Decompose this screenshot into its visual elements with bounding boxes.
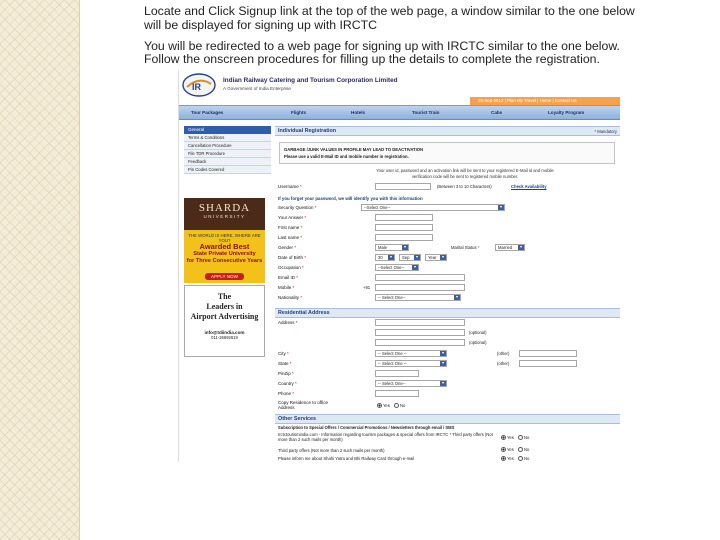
service-2-no-label: No	[524, 447, 530, 452]
last-name-label: Last name *	[278, 235, 303, 240]
copy-address-label	[278, 400, 328, 410]
nationality-select[interactable]	[375, 294, 461, 301]
marital-status-label: Marital Status *	[451, 245, 480, 250]
nationality-value: -- Select One--	[378, 295, 406, 300]
apply-now-button[interactable]: APPLY NOW	[205, 273, 244, 280]
username-input[interactable]	[375, 183, 431, 190]
phone-label: Phone *	[278, 391, 295, 396]
copy-address-yes-label: Yes	[383, 403, 390, 408]
email-input[interactable]	[375, 274, 465, 281]
phone-input[interactable]	[375, 390, 419, 397]
username-hint: (Between 3 to 10 Characters)	[437, 184, 492, 189]
occupation-label: Occupation *	[278, 265, 304, 270]
section-individual-registration	[275, 126, 620, 136]
email-label: Email ID *	[278, 275, 299, 280]
menu-item-feedback[interactable]: Feedback	[184, 158, 271, 166]
menu-item-pin-codes[interactable]: Pin Codes Covered	[184, 166, 271, 174]
address-line-1-input[interactable]	[375, 319, 465, 326]
mobile-input[interactable]	[375, 284, 465, 291]
service-2-yes-label: Yes	[507, 447, 514, 452]
left-menu	[184, 126, 271, 174]
sharda-tagline: THE WORLD IS HERE, WHERE ARE YOU?	[188, 233, 261, 243]
gender-label: Gender *	[278, 245, 297, 250]
service-row-3-radios	[501, 456, 529, 461]
svg-text:IR: IR	[192, 82, 201, 92]
city-select[interactable]	[375, 350, 447, 357]
nationality-text: Nationality	[278, 295, 300, 300]
chevron-down-icon: ▼	[389, 255, 393, 259]
username-label-text: Username	[278, 184, 299, 189]
country-value: -- Select One--	[378, 381, 406, 386]
org-name: Indian Railway Catering and Tourism Corporation Limited	[223, 77, 398, 84]
org-subtitle: A Government of India Enterprise	[223, 86, 291, 91]
copy-address-text: Copy Residence to office	[278, 400, 328, 405]
nav-hotels[interactable]: Hotels	[351, 110, 366, 115]
occupation-value: --Select One--	[378, 265, 405, 270]
chevron-down-icon: ▼	[413, 265, 417, 269]
security-question-value: --Select One--	[364, 205, 391, 210]
instruction-line-4: Follow the onscreen procedures for filling up the details to complete the registration.	[144, 52, 600, 66]
tdi-phone: 011-26692619	[211, 335, 238, 340]
city-other-input[interactable]	[519, 350, 577, 357]
chevron-down-icon: ▼	[441, 255, 445, 259]
service-2-yes-radio[interactable]	[501, 447, 506, 452]
sharda-award-line2: State Private University	[193, 251, 256, 257]
pincode-input[interactable]	[375, 370, 419, 377]
instruction-line-2: will be displayed for signing up with IRCTC	[144, 18, 378, 32]
pincode-label: PinZip *	[278, 371, 294, 376]
first-name-input[interactable]	[375, 224, 433, 231]
section-residential-address	[275, 308, 620, 318]
dob-day-value: 30	[378, 255, 383, 260]
service-row-3-text: Please inform me about Shahi Yatra and Bhi Railway Card through e-mail	[278, 456, 415, 461]
pincode-text: PinZip	[278, 371, 291, 376]
gender-value: Male	[378, 245, 388, 250]
your-answer-label: Your Answer *	[278, 215, 307, 220]
section-residential-title: Residential Address	[278, 310, 330, 316]
section-other-title: Other Services	[278, 416, 317, 422]
country-text: Country	[278, 381, 294, 386]
your-answer-text: Your Answer	[278, 215, 304, 220]
address-text: Address	[278, 320, 295, 325]
nav-loyalty-program[interactable]: Loyalty Program	[548, 110, 585, 115]
last-name-input[interactable]	[375, 234, 433, 241]
service-3-no-radio[interactable]	[518, 456, 523, 461]
address-line-2-input[interactable]	[375, 329, 465, 336]
subscribe-note: Subscription to Special Offers / Commercial Promotions / Newsletters through email / SMS	[278, 425, 455, 430]
copy-address-no-radio[interactable]	[394, 403, 399, 408]
country-select[interactable]	[375, 380, 447, 387]
check-availability-link[interactable]: Check Availability	[511, 184, 547, 189]
state-value: -- Select One --	[378, 361, 407, 366]
address-line-2-optional: (optional)	[469, 330, 487, 335]
service-3-no-label: No	[524, 456, 530, 461]
section-other-services	[275, 414, 620, 424]
menu-head-general: General	[184, 126, 271, 134]
service-2-no-radio[interactable]	[518, 447, 523, 452]
first-name-text: First name	[278, 225, 300, 230]
mobile-prefix: +91	[363, 285, 371, 290]
occupation-select[interactable]	[375, 264, 419, 271]
dob-month-select[interactable]	[399, 254, 421, 261]
security-question-select[interactable]	[361, 204, 505, 211]
city-label: City *	[278, 351, 289, 356]
service-row-1-text: Irctctourismindia.com - Information regarding tourism packages & special offers from IRCTC * Third party offers (Not more than 2 such mails per month)	[278, 432, 493, 442]
nav-tour-packages[interactable]: Tour Packages	[191, 110, 224, 115]
chevron-down-icon: ▼	[441, 351, 445, 355]
gender-text: Gender	[278, 245, 294, 250]
tdi-email: info@tdiindia.com	[204, 330, 245, 335]
sharda-university-ad[interactable]	[184, 198, 265, 283]
verify-line-2: verification code will be sent to registered mobile number.	[411, 174, 519, 179]
city-text: City	[278, 351, 286, 356]
state-select[interactable]	[375, 360, 447, 367]
marital-status-select[interactable]	[495, 244, 525, 251]
nav-cabs[interactable]: Cabs	[491, 110, 503, 115]
menu-item-cancellation[interactable]: Cancellation Procedure	[184, 142, 271, 150]
your-answer-input[interactable]	[375, 214, 433, 221]
dob-year-value: Year	[428, 255, 437, 260]
address-line-3-optional: (optional)	[469, 340, 487, 345]
chevron-down-icon: ▼	[403, 245, 407, 249]
sharda-logo: SHARDA	[198, 202, 251, 214]
email-text: Email ID	[278, 275, 296, 280]
notice-line-1: GARBAGE /JUNK VALUES IN PROFILE MAY LEAD TO DEACTIVATION	[284, 147, 424, 152]
tdi-line1: The	[217, 292, 232, 301]
state-other-label: (other)	[497, 361, 510, 366]
state-text: State	[278, 361, 289, 366]
mandatory-note: * Mandatory	[594, 129, 617, 134]
address-label: Address *	[278, 320, 298, 325]
top-links-bar[interactable]: 25-Sep-2012 | Plan My Travel | Home | Contact Us	[470, 97, 620, 105]
service-1-no-radio[interactable]	[518, 435, 523, 440]
address-line-3-input[interactable]	[375, 339, 465, 346]
copy-address-radio-group	[377, 403, 405, 408]
service-3-yes-label: Yes	[507, 456, 514, 461]
service-1-yes-label: Yes	[507, 435, 514, 440]
chevron-down-icon: ▼	[415, 255, 419, 259]
verify-line-1: Your user id, password and an activation link will be sent to your registered E-Mail id and mobile	[376, 168, 554, 173]
occupation-text: Occupation	[278, 265, 301, 270]
sharda-award-line3: for Three Consecutive Years	[186, 258, 263, 264]
section-title: Individual Registration	[278, 128, 337, 134]
dob-month-value: Sep	[402, 255, 410, 260]
service-1-no-label: No	[524, 435, 530, 440]
dob-label: Date of Birth *	[278, 255, 307, 260]
gender-select[interactable]	[375, 244, 409, 251]
chevron-down-icon: ▼	[441, 361, 445, 365]
state-other-input[interactable]	[519, 360, 577, 367]
service-1-yes-radio[interactable]	[501, 435, 506, 440]
dob-year-select[interactable]	[425, 254, 447, 261]
tdi-line2: Leaders in	[206, 302, 243, 311]
chevron-down-icon: ▼	[519, 245, 523, 249]
marital-status-text: Marital Status	[451, 245, 477, 250]
tdi-line3: Airport Advertising	[190, 312, 259, 321]
menu-item-terms[interactable]: Terms & Conditions	[184, 134, 271, 142]
sharda-award-line1: Awarded Best	[199, 242, 250, 251]
forgot-password-note: If you forget your password, we will identify you with this information	[278, 196, 423, 201]
copy-address-no-label: No	[400, 403, 406, 408]
service-row-2-radios	[501, 447, 529, 452]
mobile-text: Mobile	[278, 285, 292, 290]
notice-box	[279, 142, 615, 164]
dob-text: Date of Birth	[278, 255, 304, 260]
sharda-university-label: UNIVERSITY	[203, 214, 246, 219]
service-row-1-radios	[501, 435, 529, 440]
nationality-label: Nationality *	[278, 295, 303, 300]
irctc-signup-screenshot	[178, 70, 620, 462]
security-question-label: Security Question *	[278, 205, 317, 210]
first-name-label: First name *	[278, 225, 303, 230]
state-label: State *	[278, 361, 292, 366]
irctc-header	[179, 70, 620, 100]
service-3-yes-radio[interactable]	[501, 456, 506, 461]
phone-text: Phone	[278, 391, 292, 396]
tdi-airport-ad[interactable]	[184, 285, 265, 357]
dob-day-select[interactable]	[375, 254, 395, 261]
username-label: Username *	[278, 184, 302, 189]
chevron-down-icon: ▼	[455, 295, 459, 299]
notice-line-2: Please use a valid E-Mail ID and mobile number in registration.	[284, 154, 409, 159]
marital-status-value: Married	[498, 245, 513, 250]
mobile-label: Mobile *	[278, 285, 295, 290]
main-nav	[179, 105, 620, 120]
irctc-logo-icon	[181, 72, 217, 98]
verification-note	[315, 168, 615, 180]
city-value: -- Select One --	[378, 351, 407, 356]
instruction-line-1: Locate and Click Signup link at the top of the web page, a window similar to the one below	[144, 4, 635, 18]
copy-address-yes-radio[interactable]	[377, 403, 382, 408]
last-name-text: Last name	[278, 235, 300, 240]
menu-item-file-tdr[interactable]: File TDR Procedure	[184, 150, 271, 158]
registration-form	[275, 126, 620, 462]
city-other-label: (other)	[497, 351, 510, 356]
service-row-2-text: Third party offers (Not more than 2 such mails per month)	[278, 448, 385, 453]
instruction-line-3: You will be redirected to a web page for signing up with IRCTC similar to the one below.	[144, 39, 620, 53]
decorative-side-strip	[0, 0, 80, 540]
country-label: Country *	[278, 381, 297, 386]
nav-tourist-train[interactable]: Tourist Train	[412, 110, 440, 115]
copy-address-text-2: Address	[278, 405, 295, 410]
chevron-down-icon: ▼	[441, 381, 445, 385]
nav-flights[interactable]: Flights	[291, 110, 307, 115]
security-question-text: Security Question	[278, 205, 314, 210]
chevron-down-icon: ▼	[499, 205, 503, 209]
